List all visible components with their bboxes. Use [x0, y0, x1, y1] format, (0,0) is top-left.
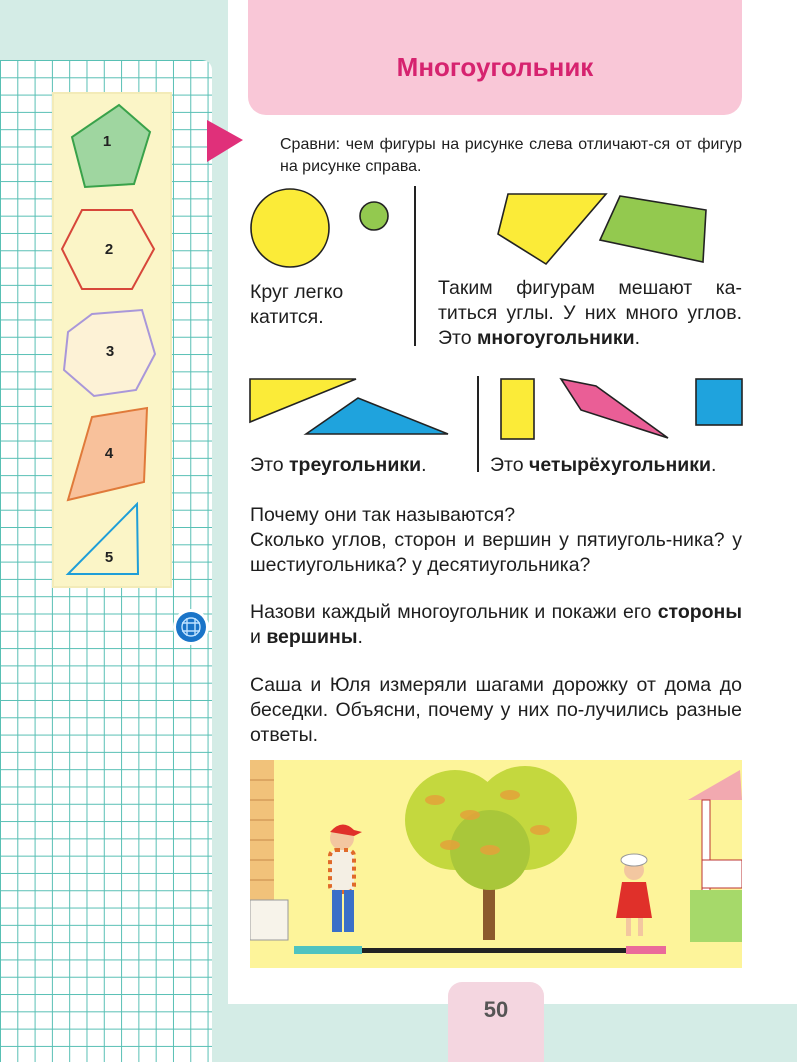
term-vertices: вершины — [266, 626, 358, 648]
shapes-row-2 — [248, 376, 748, 444]
yellow-quadrilateral — [498, 194, 606, 264]
globe-grid-icon[interactable] — [171, 607, 211, 647]
green-quadrilateral — [600, 196, 706, 262]
polygon-4-label: 4 — [104, 445, 114, 462]
task-name-polygons: Назови каждый многоугольник и покажи его стороны и вершины. — [250, 601, 742, 648]
polygon-2-label: 2 — [104, 241, 114, 258]
polygon-1-label: 1 — [102, 133, 112, 150]
term-triangles: треугольники — [289, 454, 422, 476]
polygon-5-triangle — [68, 504, 138, 574]
small-circle — [360, 202, 388, 230]
question-count-angles: Сколько углов, сторон и вершин у пятиуголь-ника? у шестиугольника? у десятиугольника? — [250, 529, 742, 576]
term-polygons: многоугольники — [477, 327, 635, 349]
circle-caption: Круг легко катится. — [250, 281, 344, 328]
polygons-caption: Таким фигурам мешают ка-титься углы. У них много углов. Это многоугольники. — [438, 277, 742, 349]
compare-prompt: Сравни: чем фигуры на рисунке слева отличают-ся от фигур на рисунке справа. — [280, 136, 742, 175]
term-sides: стороны — [657, 601, 742, 623]
question-why-named: Почему они так называются? — [250, 504, 516, 526]
triangles-caption: Это треугольники. — [250, 454, 427, 476]
page-title: Многоугольник — [396, 52, 594, 82]
numbered-polygons — [52, 92, 172, 588]
shapes-row-1 — [248, 186, 748, 286]
divider-2 — [477, 376, 479, 472]
blue-square — [696, 379, 742, 425]
blue-triangle — [306, 398, 448, 434]
play-marker-icon — [205, 118, 245, 164]
term-quadrilaterals: четырёхугольники — [529, 454, 711, 476]
divider-1 — [414, 186, 416, 346]
polygon-5-label: 5 — [104, 549, 114, 566]
yellow-rectangle — [501, 379, 534, 439]
walk-scene-illustration — [250, 760, 742, 968]
pink-quadrilateral — [561, 379, 668, 438]
quads-caption: Это четырёхугольники. — [490, 454, 717, 476]
big-circle — [251, 189, 329, 267]
polygon-3-label: 3 — [105, 343, 115, 360]
page-number: 50 — [483, 997, 509, 1022]
task-walk-measure: Саша и Юля измеряли шагами дорожку от дома до беседки. Объясни, почему у них по-лучились разные ответы. — [250, 674, 742, 746]
